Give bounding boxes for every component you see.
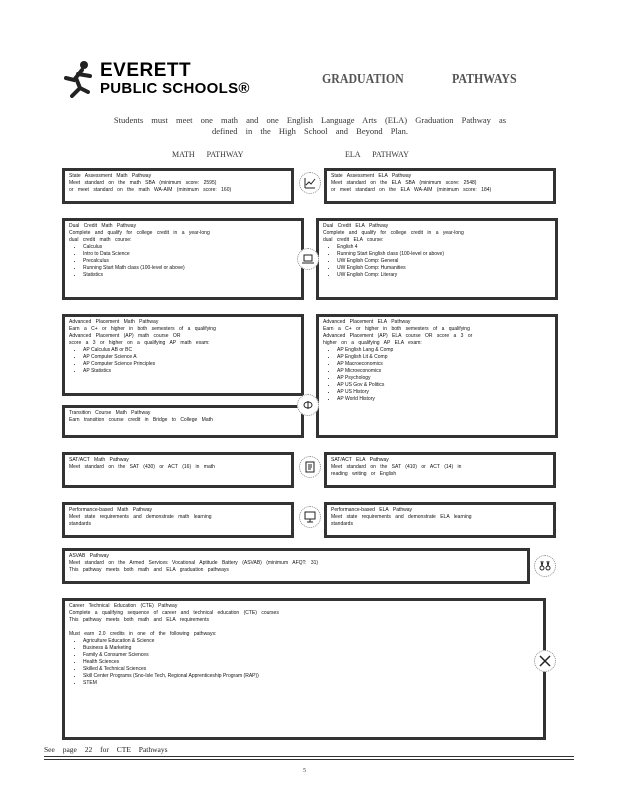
course-list-item: • AP Psychology — [337, 375, 551, 382]
box-heading: ASVAB Pathway — [69, 553, 109, 559]
ela-column-heading: ELA PATHWAY — [345, 150, 409, 159]
page-title-part1: GRADUATION — [322, 72, 404, 87]
course-list-item: • Calculus — [83, 244, 297, 251]
footer-rule-2 — [44, 759, 574, 760]
course-list-item: • AP Statistics — [83, 368, 297, 375]
box-heading: Dual Credit Math Pathway — [69, 223, 137, 229]
asvab-box — [62, 548, 530, 584]
course-list-item: • Intro to Data Science — [83, 251, 297, 258]
box-line: or meet standard on the math WA-AIM (minimum score: 160) — [69, 187, 232, 193]
course-list-item: • UW English Comp: Humanities — [337, 265, 551, 272]
course-list-item: • AP English Lang & Comp — [337, 347, 551, 354]
box-heading: Career Technical Education (CTE) Pathway — [69, 603, 178, 609]
course-list-item: • Health Sciences — [83, 659, 539, 666]
box-heading: State Assessment Math Pathway — [69, 173, 152, 179]
box-line: Meet standard on the ELA SBA (minimum score: 2548) — [331, 180, 477, 186]
course-list-item: • AP US History — [337, 389, 551, 396]
box-heading: Performance-based Math Pathway — [69, 507, 152, 513]
ela-dual-credit-box — [316, 218, 558, 300]
logo-line1: EVERETT — [100, 60, 192, 81]
course-list-item: • Skilled & Technical Sciences — [83, 666, 539, 673]
box-heading: Performance-based ELA Pathway — [331, 507, 413, 513]
laptop-icon — [297, 248, 319, 270]
test-icon — [299, 456, 321, 478]
cte-box — [62, 598, 546, 740]
course-list-item: • AP World History — [337, 396, 551, 403]
box-line: Must earn 2.0 credits in one of the following pathways: — [69, 631, 217, 637]
tools-icon — [534, 650, 556, 672]
box-line: Earn transition course credit in Bridge to College Math — [69, 417, 213, 423]
box-line: standards — [331, 521, 353, 527]
runner-logo-icon — [62, 60, 96, 98]
course-list-item: • Statistics — [83, 272, 297, 279]
course-list-item: • Agriculture Education & Science — [83, 638, 539, 645]
course-list — [69, 244, 297, 279]
course-list-item: • AP English Lit & Comp — [337, 354, 551, 361]
course-list-item: • AP Computer Science A — [83, 354, 297, 361]
course-list-item: • UW English Comp: Literary — [337, 272, 551, 279]
box-heading: Transition Course Math Pathway — [69, 410, 151, 416]
course-list — [323, 347, 551, 403]
course-list-item: • Precalculus — [83, 258, 297, 265]
course-list-item: • AP Calculus AB or BC — [83, 347, 297, 354]
box-line: Complete and qualify for college credit in a year-long — [323, 230, 464, 236]
box-line: higher on a qualifying AP ELA exam: — [323, 340, 422, 346]
page-number: 5 — [303, 768, 306, 774]
chart-icon — [299, 172, 321, 194]
box-line: score a 3 or higher on a qualifying AP math exam: — [69, 340, 210, 346]
course-list-item: • English 4 — [337, 244, 551, 251]
box-heading: Advanced Placement Math Pathway — [69, 319, 159, 325]
box-heading: Advanced Placement ELA Pathway — [323, 319, 411, 325]
course-list-item: • Business & Marketing — [83, 645, 539, 652]
box-line: dual credit ELA course: — [323, 237, 384, 243]
box-line: This pathway meets both math and ELA requirements — [69, 617, 209, 623]
footer-rule — [44, 756, 574, 757]
course-list-item: • Running Start English class (100-level or above) — [337, 251, 551, 258]
ela-ap-box — [316, 314, 558, 438]
math-sat-act-box — [62, 452, 294, 488]
box-line: reading writing or English — [331, 471, 397, 477]
ela-performance-box — [324, 502, 556, 538]
presentation-icon — [299, 506, 321, 528]
course-list-item: • UW English Comp: General — [337, 258, 551, 265]
box-line: Meet standard on the SAT (430) or ACT (16) in math — [69, 464, 215, 470]
box-heading: Dual Credit ELA Pathway — [323, 223, 389, 229]
box-line: Earn a C+ or higher in both semesters of a qualifying — [323, 326, 470, 332]
medals-icon — [534, 555, 556, 577]
course-list-item: • STEM — [83, 680, 539, 687]
box-heading: SAT/ACT Math Pathway — [69, 457, 129, 463]
see-page-note: See page 22 for CTE Pathways — [44, 745, 168, 754]
course-list-item: • AP Computer Science Principles — [83, 361, 297, 368]
course-list-item: • Running Start Math class (100-level or above) — [83, 265, 297, 272]
logo-line2: PUBLIC SCHOOLS® — [100, 80, 250, 97]
course-list-item: • AP Macroeconomics — [337, 361, 551, 368]
math-state-assessment-box — [62, 168, 294, 204]
box-heading: SAT/ACT ELA Pathway — [331, 457, 389, 463]
page-title-part2: PATHWAYS — [452, 72, 517, 87]
course-list — [323, 244, 551, 279]
box-line: dual credit math course: — [69, 237, 132, 243]
box-line: Meet standard on the Armed Services Vocational Aptitude Battery (ASVAB) (minimum AFQT: 31) — [69, 560, 319, 566]
intro-text: Students must meet one math and one English Language Arts (ELA) Graduation Pathway as defined in the High School and Beyond Plan. — [113, 115, 507, 136]
ela-sat-act-box — [324, 452, 556, 488]
course-list-item: • AP US Gov & Politics — [337, 382, 551, 389]
box-line: Advanced Placement (AP) math course OR — [69, 333, 181, 339]
box-line — [69, 624, 539, 631]
math-dual-credit-box — [62, 218, 304, 300]
box-line: This pathway meets both math and ELA graduation pathways — [69, 567, 229, 573]
ela-state-assessment-box — [324, 168, 556, 204]
math-performance-box — [62, 502, 294, 538]
box-line: Earn a C+ or higher in both semesters of a qualifying — [69, 326, 216, 332]
math-column-heading: MATH PATHWAY — [172, 150, 244, 159]
box-heading: State Assessment ELA Pathway — [331, 173, 412, 179]
brain-icon — [297, 394, 319, 416]
math-ap-box — [62, 314, 304, 396]
district-logo — [62, 58, 262, 102]
math-transition-course-box — [62, 405, 304, 438]
course-list — [69, 347, 297, 375]
course-list-item: • Skill Center Programs (Sno-Isle Tech, Regional Apprenticeship Program (RAP)) — [83, 673, 539, 680]
course-list-item: • Family & Consumer Sciences — [83, 652, 539, 659]
box-line: Meet standard on the SAT (410) or ACT (14) in — [331, 464, 462, 470]
course-list-item: • AP Microeconomics — [337, 368, 551, 375]
course-list — [69, 638, 539, 687]
box-line: Meet state requirements and demonstrate ELA learning — [331, 514, 472, 520]
box-line: Meet state requirements and demonstrate math learning — [69, 514, 212, 520]
box-line: Advanced Placement (AP) ELA course OR score a 3 or — [323, 333, 473, 339]
box-line: Complete and qualify for college credit in a year-long — [69, 230, 210, 236]
box-line: Complete a qualifying sequence of career and technical education (CTE) courses — [69, 610, 279, 616]
box-line: standards — [69, 521, 91, 527]
box-line: Meet standard on the math SBA (minimum score: 2595) — [69, 180, 217, 186]
box-line: or meet standard on the ELA WA-AIM (minimum score: 184) — [331, 187, 492, 193]
